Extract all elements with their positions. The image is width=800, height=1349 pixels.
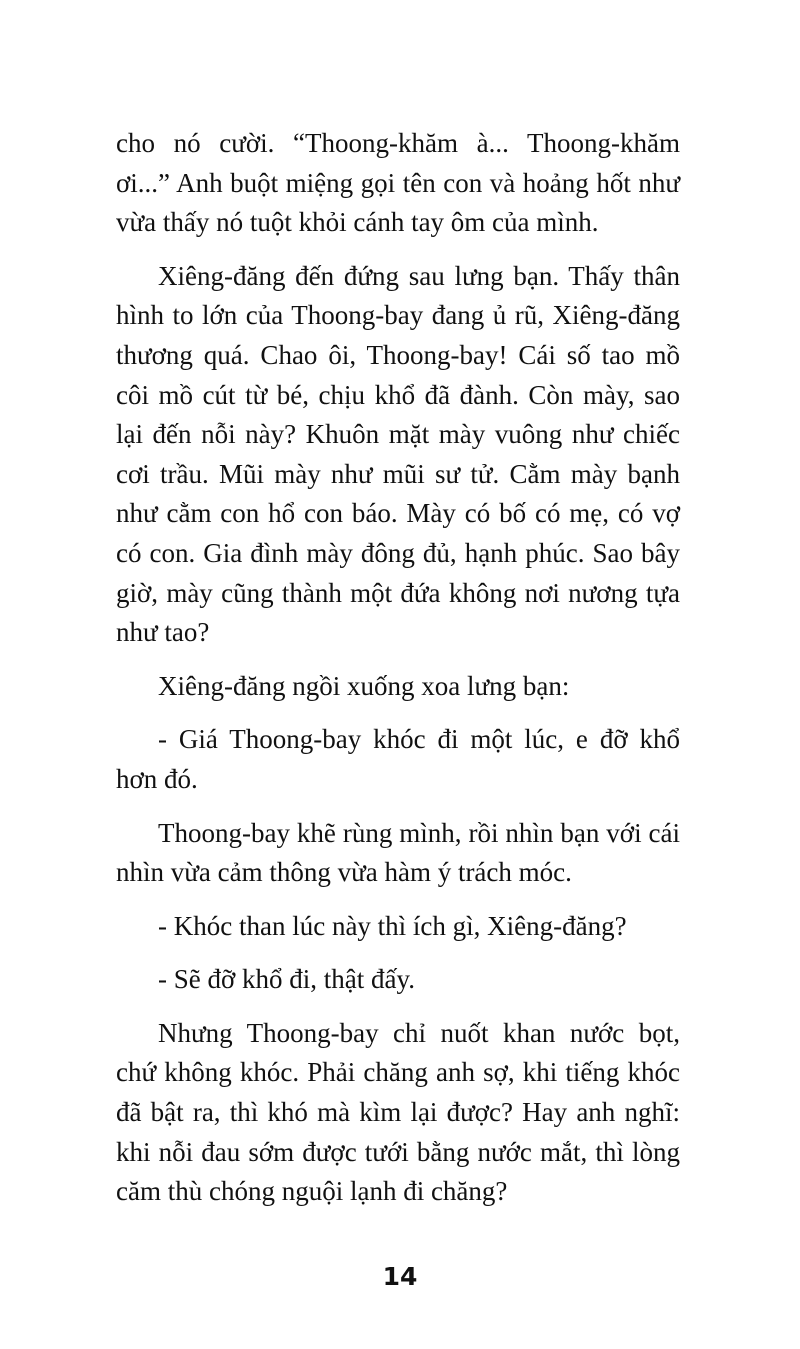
paragraph-sits-down: Xiêng-đăng ngồi xuống xoa lưng bạn: [158,670,570,701]
paragraph-thoong-bay-reaction: Thoong-bay khẽ rùng mình, rồi nhìn bạn với cái nhìn vừa cảm thông vừa hàm ý trách móc. [116,817,680,888]
dialogue-line-2: - Khóc than lúc này thì ích gì, Xiêng-đăng? [158,910,627,941]
page-number: 14 [382,1262,418,1291]
dialogue-line-1: - Giá Thoong-bay khóc đi một lúc, e đỡ khổ hơn đó. [116,724,680,794]
paragraph-closing: Nhưng Thoong-bay chỉ nuốt khan nước bọt, chứ không khóc. Phải chăng anh sợ, khi tiếng khóc đã bật ra, thì khó mà kìm lại được? Hay anh nghĩ: khi nỗi đau sớm được tưới bằng nước mắt, thì lòng căm thù chóng nguội lạnh đi chăng? [116,1017,680,1207]
dialogue-line-3: - Sẽ đỡ khổ đi, thật đấy. [158,964,415,995]
body-text [116,124,680,1226]
paragraph-continuation: cho nó cười. “Thoong-khăm à... Thoong-khăm ơi...” Anh buột miệng gọi tên con và hoảng hốt như vừa thấy nó tuột khỏi cánh tay ôm của mình. [116,128,680,238]
paragraph-xieng-dang-thoughts: Xiêng-đăng đến đứng sau lưng bạn. Thấy thân hình to lớn của Thoong-bay đang ủ rũ, Xiêng-đăng thương quá. Chao ôi, Thoong-bay! Cái số tao mồ côi mồ cút từ bé, chịu khổ đã đành. Còn mày, sao lại đến nỗi này? Khuôn mặt mày vuông như chiếc cơi trầu. Mũi mày như mũi sư tử. Cằm mày bạnh như cằm con hổ con báo. Mày có bố có mẹ, có vợ có con. Gia đình mày đông đủ, hạnh phúc. Sao bây giờ, mày cũng thành một đứa không nơi nương tựa như tao? [116,260,680,648]
